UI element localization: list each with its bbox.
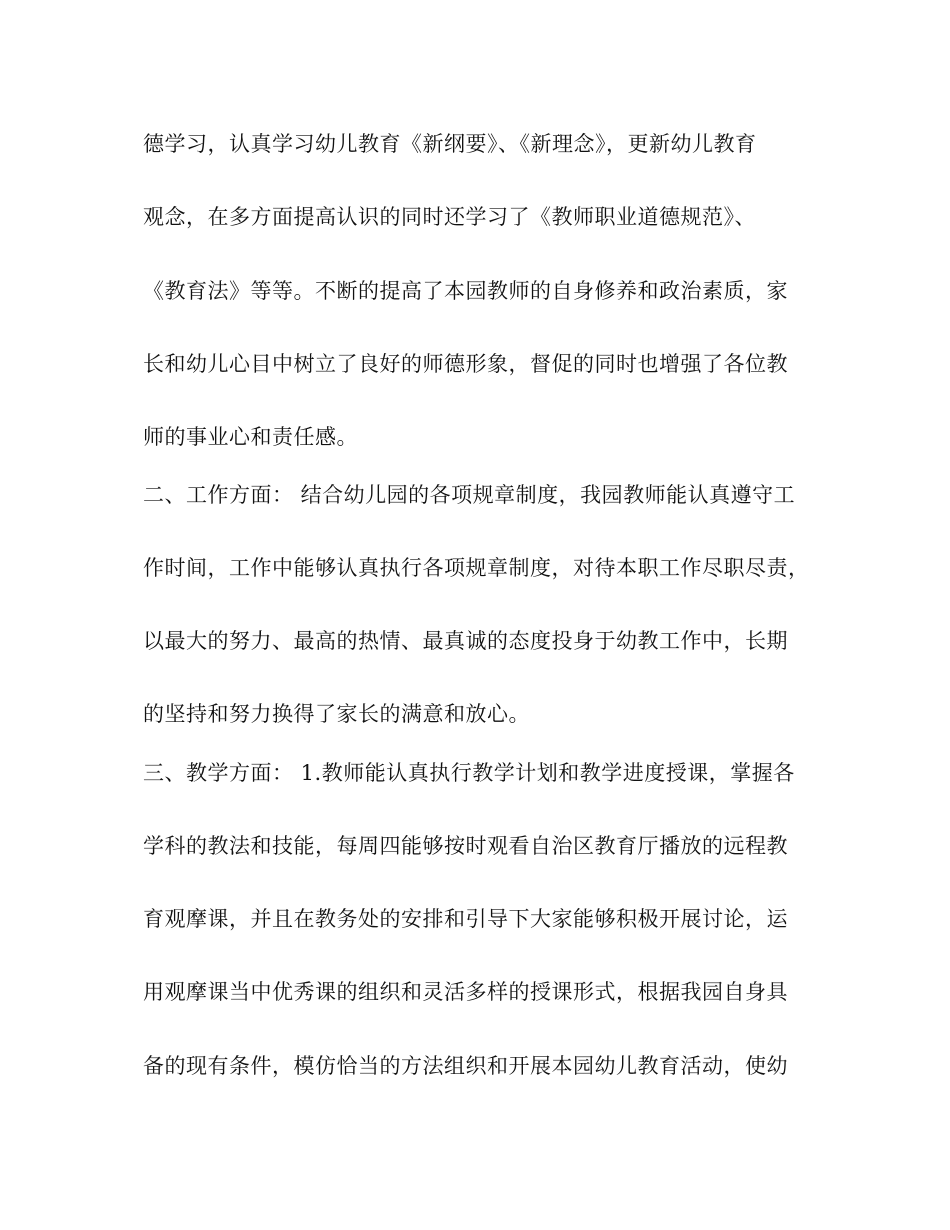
section-three-heading-line: 三、教学方面： 1.教师能认真执行教学计划和教学进度授课，掌握各 <box>143 761 795 785</box>
section-two-heading-line: 二、工作方面： 结合幼儿园的各项规章制度，我园教师能认真遵守工 <box>143 483 796 507</box>
text-line-11: 学科的教法和技能，每周四能够按时观看自治区教育厅播放的远程教 <box>143 834 788 858</box>
text-line-13: 用观摩课当中优秀课的组织和灵活多样的授课形式，根据我园自身具 <box>143 980 788 1004</box>
text-line-2: 观念，在多方面提高认识的同时还学习了《教师职业道德规范》、 <box>143 205 756 229</box>
text-line-4: 长和幼儿心目中树立了良好的师德形象，督促的同时也增强了各位教 <box>143 352 788 376</box>
text-line-12: 育观摩课，并且在教务处的安排和引导下大家能够积极开展讨论，运 <box>143 907 788 931</box>
text-line-5: 师的事业心和责任感。 <box>143 425 358 449</box>
text-line-14: 备的现有条件，模仿恰当的方法组织和开展本园幼儿教育活动，使幼 <box>143 1054 788 1078</box>
text-line-8: 以最大的努力、最高的热情、最真诚的态度投身于幼教工作中，长期 <box>143 629 788 653</box>
text-line-1: 德学习，认真学习幼儿教育《新纲要》、《新理念》，更新幼儿教育 <box>143 132 757 156</box>
text-line-3: 《教育法》等等。不断的提高了本园教师的自身修养和政治素质，家 <box>143 279 788 303</box>
text-line-7: 作时间，工作中能够认真执行各项规章制度，对待本职工作尽职尽责， <box>143 556 810 580</box>
text-line-9: 的坚持和努力换得了家长的满意和放心。 <box>143 702 530 726</box>
